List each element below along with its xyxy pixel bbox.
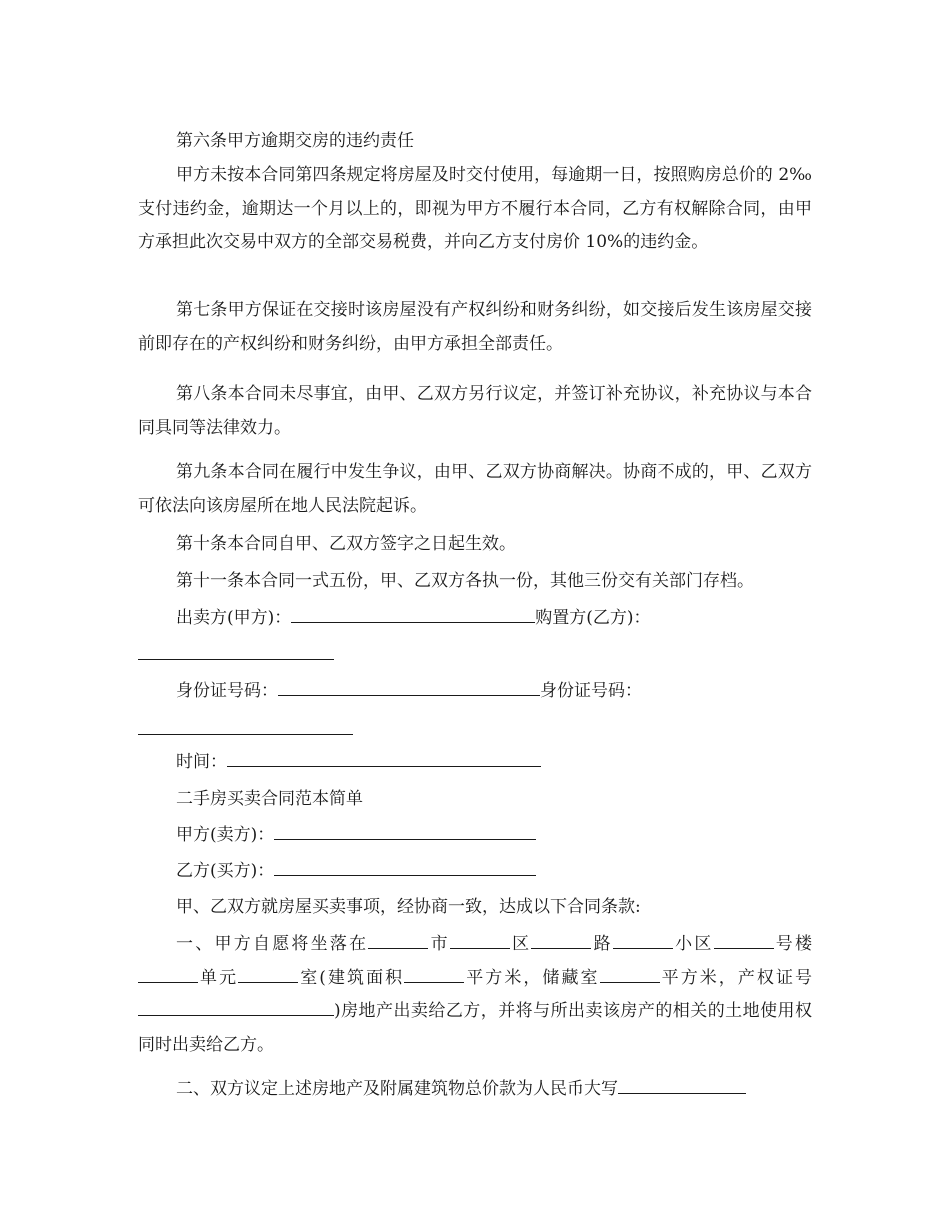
price-blank[interactable] — [618, 1077, 746, 1094]
clause-9: 第九条本合同在履行中发生争议，由甲、乙双方协商解决。协商不成的，甲、乙双方可依法向该房屋所在地人民法院起诉。 — [138, 462, 812, 516]
road-blank[interactable] — [531, 932, 591, 949]
unit-label: 单元 — [198, 967, 239, 988]
seller-id-label: 身份证号码： — [176, 681, 278, 701]
area-blank[interactable] — [404, 966, 464, 983]
party-b-label: 乙方(买方)： — [176, 861, 275, 881]
buyer-id-label: 身份证号码： — [540, 681, 642, 701]
certificate-blank[interactable] — [138, 999, 334, 1016]
time-label: 时间： — [176, 752, 227, 772]
time-line — [138, 746, 812, 780]
seller-label: 出卖方(甲方)： — [176, 608, 292, 628]
seller-signature-blank[interactable] — [291, 606, 535, 623]
clause-11: 第十一条本合同一式五份，甲、乙双方各执一份，其他三份交有关部门存档。 — [176, 571, 754, 591]
clause-8: 第八条本合同未尽事宜，由甲、乙双方另行议定，并签订补充协议，补充协议与本合同具同等法律效力。 — [138, 384, 812, 438]
district-label: 区 — [509, 934, 532, 954]
storage-blank[interactable] — [600, 966, 660, 983]
seller-buyer-signature-line — [138, 602, 812, 636]
clause-10: 第十条本合同自甲、乙双方签字之日起生效。 — [176, 534, 516, 554]
party-a-label: 甲方(卖方)： — [176, 825, 275, 845]
buyer-label: 购置方(乙方)： — [535, 608, 651, 628]
party-b-blank[interactable] — [274, 859, 536, 876]
second-contract-intro: 甲、乙双方就房屋买卖事项，经协商一致，达成以下合同条款: — [176, 897, 641, 917]
building-label: 号楼 — [773, 934, 813, 954]
item-1-text: 一、甲方自愿将坐落在 — [176, 934, 369, 954]
item-1-tail: )房地产出卖给乙方，并将与所出卖该房产的相关的土地使用权同时出卖给乙方。 — [138, 1001, 812, 1055]
community-label: 小区 — [672, 934, 714, 954]
certificate-label: 平方米，产权证号 — [659, 967, 813, 988]
road-label: 路 — [591, 934, 613, 954]
district-blank[interactable] — [450, 932, 510, 949]
time-blank[interactable] — [227, 750, 541, 767]
second-contract-title: 二手房买卖合同范本简单 — [176, 789, 363, 809]
building-blank[interactable] — [714, 932, 774, 949]
unit-blank[interactable] — [138, 966, 198, 983]
buyer-signature-blank[interactable] — [138, 658, 334, 660]
buyer-id-blank[interactable] — [138, 733, 353, 735]
item-1-property — [138, 928, 812, 1062]
area-label: 室(建筑面积 — [298, 967, 405, 988]
item-2-text: 二、双方议定上述房地产及附属建筑物总价款为人民币大写 — [176, 1079, 618, 1099]
party-a-blank[interactable] — [274, 823, 536, 840]
item-2-price — [138, 1073, 812, 1107]
clause-6-body: 甲方未按本合同第四条规定将房屋及时交付使用，每逾期一日，按照购房总价的 2‰支付违约金，逾期达一个月以上的，即视为甲方不履行本合同，乙方有权解除合同，由甲方承担此次交易中双方的全部交易税费，并向乙方支付房价 10%的违约金。 — [138, 165, 812, 253]
storage-label: 平方米，储藏室 — [464, 967, 600, 988]
city-label: 市 — [428, 934, 450, 954]
seller-id-blank[interactable] — [278, 679, 540, 696]
community-blank[interactable] — [613, 932, 673, 949]
clause-6-title: 第六条甲方逾期交房的违约责任 — [176, 131, 414, 151]
room-blank[interactable] — [238, 966, 298, 983]
id-number-line — [138, 675, 812, 709]
clause-7: 第七条甲方保证在交接时该房屋没有产权纠纷和财务纠纷，如交接后发生该房屋交接前即存在的产权纠纷和财务纠纷，由甲方承担全部责任。 — [138, 300, 812, 354]
party-a-line — [138, 819, 812, 853]
city-blank[interactable] — [368, 932, 428, 949]
party-b-line — [138, 855, 812, 889]
